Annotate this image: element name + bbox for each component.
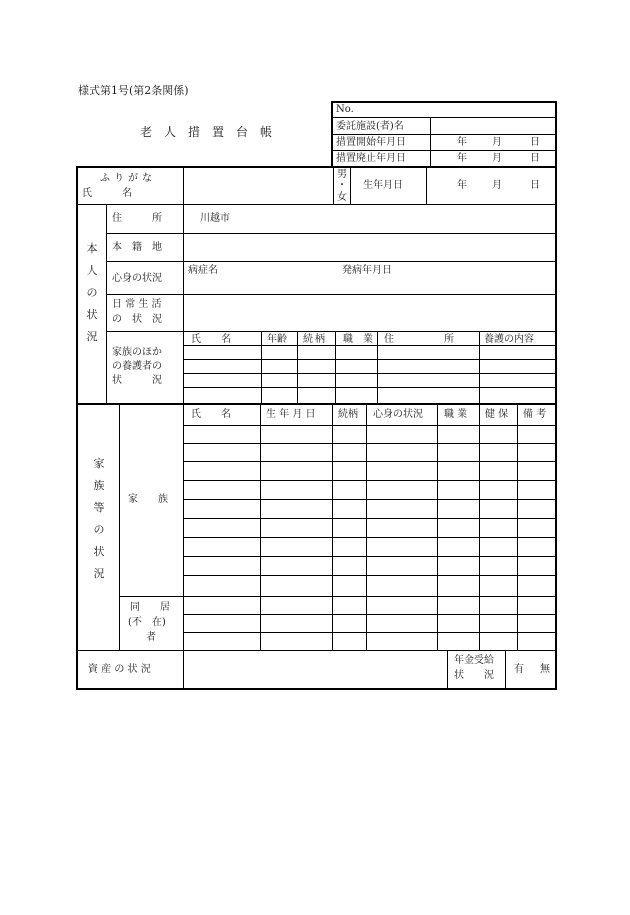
furigana-label: ふりがな xyxy=(100,173,156,184)
daily-life-label: 日 常 生 活 xyxy=(112,299,162,310)
daily-life-label-2: の 状 況 xyxy=(112,314,162,325)
birth-day-unit: 日 xyxy=(530,180,540,191)
address-label: 住 所 xyxy=(112,213,162,224)
onset-date-label: 発病年月日 xyxy=(342,265,392,276)
supporter-col-relation: 続柄 xyxy=(303,334,327,345)
end-month-unit: 月 xyxy=(492,153,502,164)
supporter-label: 家族のほか xyxy=(112,347,162,358)
pension-has: 有 xyxy=(514,664,524,675)
family-status-section-label: 家 族 等 の 状 況 xyxy=(93,457,105,580)
cohabit-label-3: 者 xyxy=(146,632,156,643)
supporter-col-age: 年齢 xyxy=(267,334,287,345)
supporter-label-3: 状 況 xyxy=(112,375,162,386)
start-day-unit: 日 xyxy=(530,137,540,148)
birth-month-unit: 月 xyxy=(492,180,502,191)
disease-label: 病症名 xyxy=(188,265,218,276)
condition-label: 心身の状況 xyxy=(112,273,162,284)
supporter-col-job: 職 業 xyxy=(343,334,373,345)
family-col-relation: 続柄 xyxy=(338,409,358,420)
family-col-birth: 生 年 月 日 xyxy=(266,409,316,420)
family-label: 家 族 xyxy=(128,494,168,505)
end-date-label: 措置廃止年月日 xyxy=(336,153,406,164)
family-col-remarks: 備 考 xyxy=(523,409,547,420)
supporter-col-address: 住 所 xyxy=(384,334,454,345)
address-value: 川越市 xyxy=(200,213,230,224)
start-month-unit: 月 xyxy=(492,137,502,148)
domicile-label: 本 籍 地 xyxy=(112,242,162,253)
assets-label: 資 産 の 状 況 xyxy=(88,664,151,675)
pension-label: 年金受給 xyxy=(454,655,494,666)
family-col-condition: 心身の状況 xyxy=(373,409,423,420)
start-date-label: 措置開始年月日 xyxy=(336,137,406,148)
family-col-insurance: 健 保 xyxy=(485,409,509,420)
birth-year-unit: 年 xyxy=(457,180,467,191)
family-col-job: 職 業 xyxy=(444,409,468,420)
supporter-col-care: 養護の内容 xyxy=(484,334,534,345)
pension-none: 無 xyxy=(540,664,550,675)
end-day-unit: 日 xyxy=(530,153,540,164)
cohabit-label: 同 居 xyxy=(130,602,170,613)
form-number-label: 様式第1号(第2条関係) xyxy=(78,84,189,97)
facility-label: 委託施設(者)名 xyxy=(336,121,404,132)
page-title: 老 人 措 置 台 帳 xyxy=(140,125,273,139)
birth-date-label: 生年月日 xyxy=(363,180,403,191)
end-year-unit: 年 xyxy=(457,153,467,164)
sex-dot: ・ xyxy=(337,180,347,191)
sex-male: 男 xyxy=(337,169,347,180)
no-label: No. xyxy=(336,104,354,115)
supporter-label-2: の養護者の xyxy=(112,361,162,372)
supporter-col-name: 氏 名 xyxy=(191,334,231,345)
self-status-section-label: 本 人 の 状 況 xyxy=(86,242,98,343)
cohabit-label-2: (不 在) xyxy=(128,617,166,628)
name-label: 氏 名 xyxy=(82,188,132,199)
pension-label-2: 状 況 xyxy=(454,670,494,681)
family-col-name: 氏 名 xyxy=(191,409,231,420)
start-year-unit: 年 xyxy=(457,137,467,148)
sex-female: 女 xyxy=(337,192,347,203)
